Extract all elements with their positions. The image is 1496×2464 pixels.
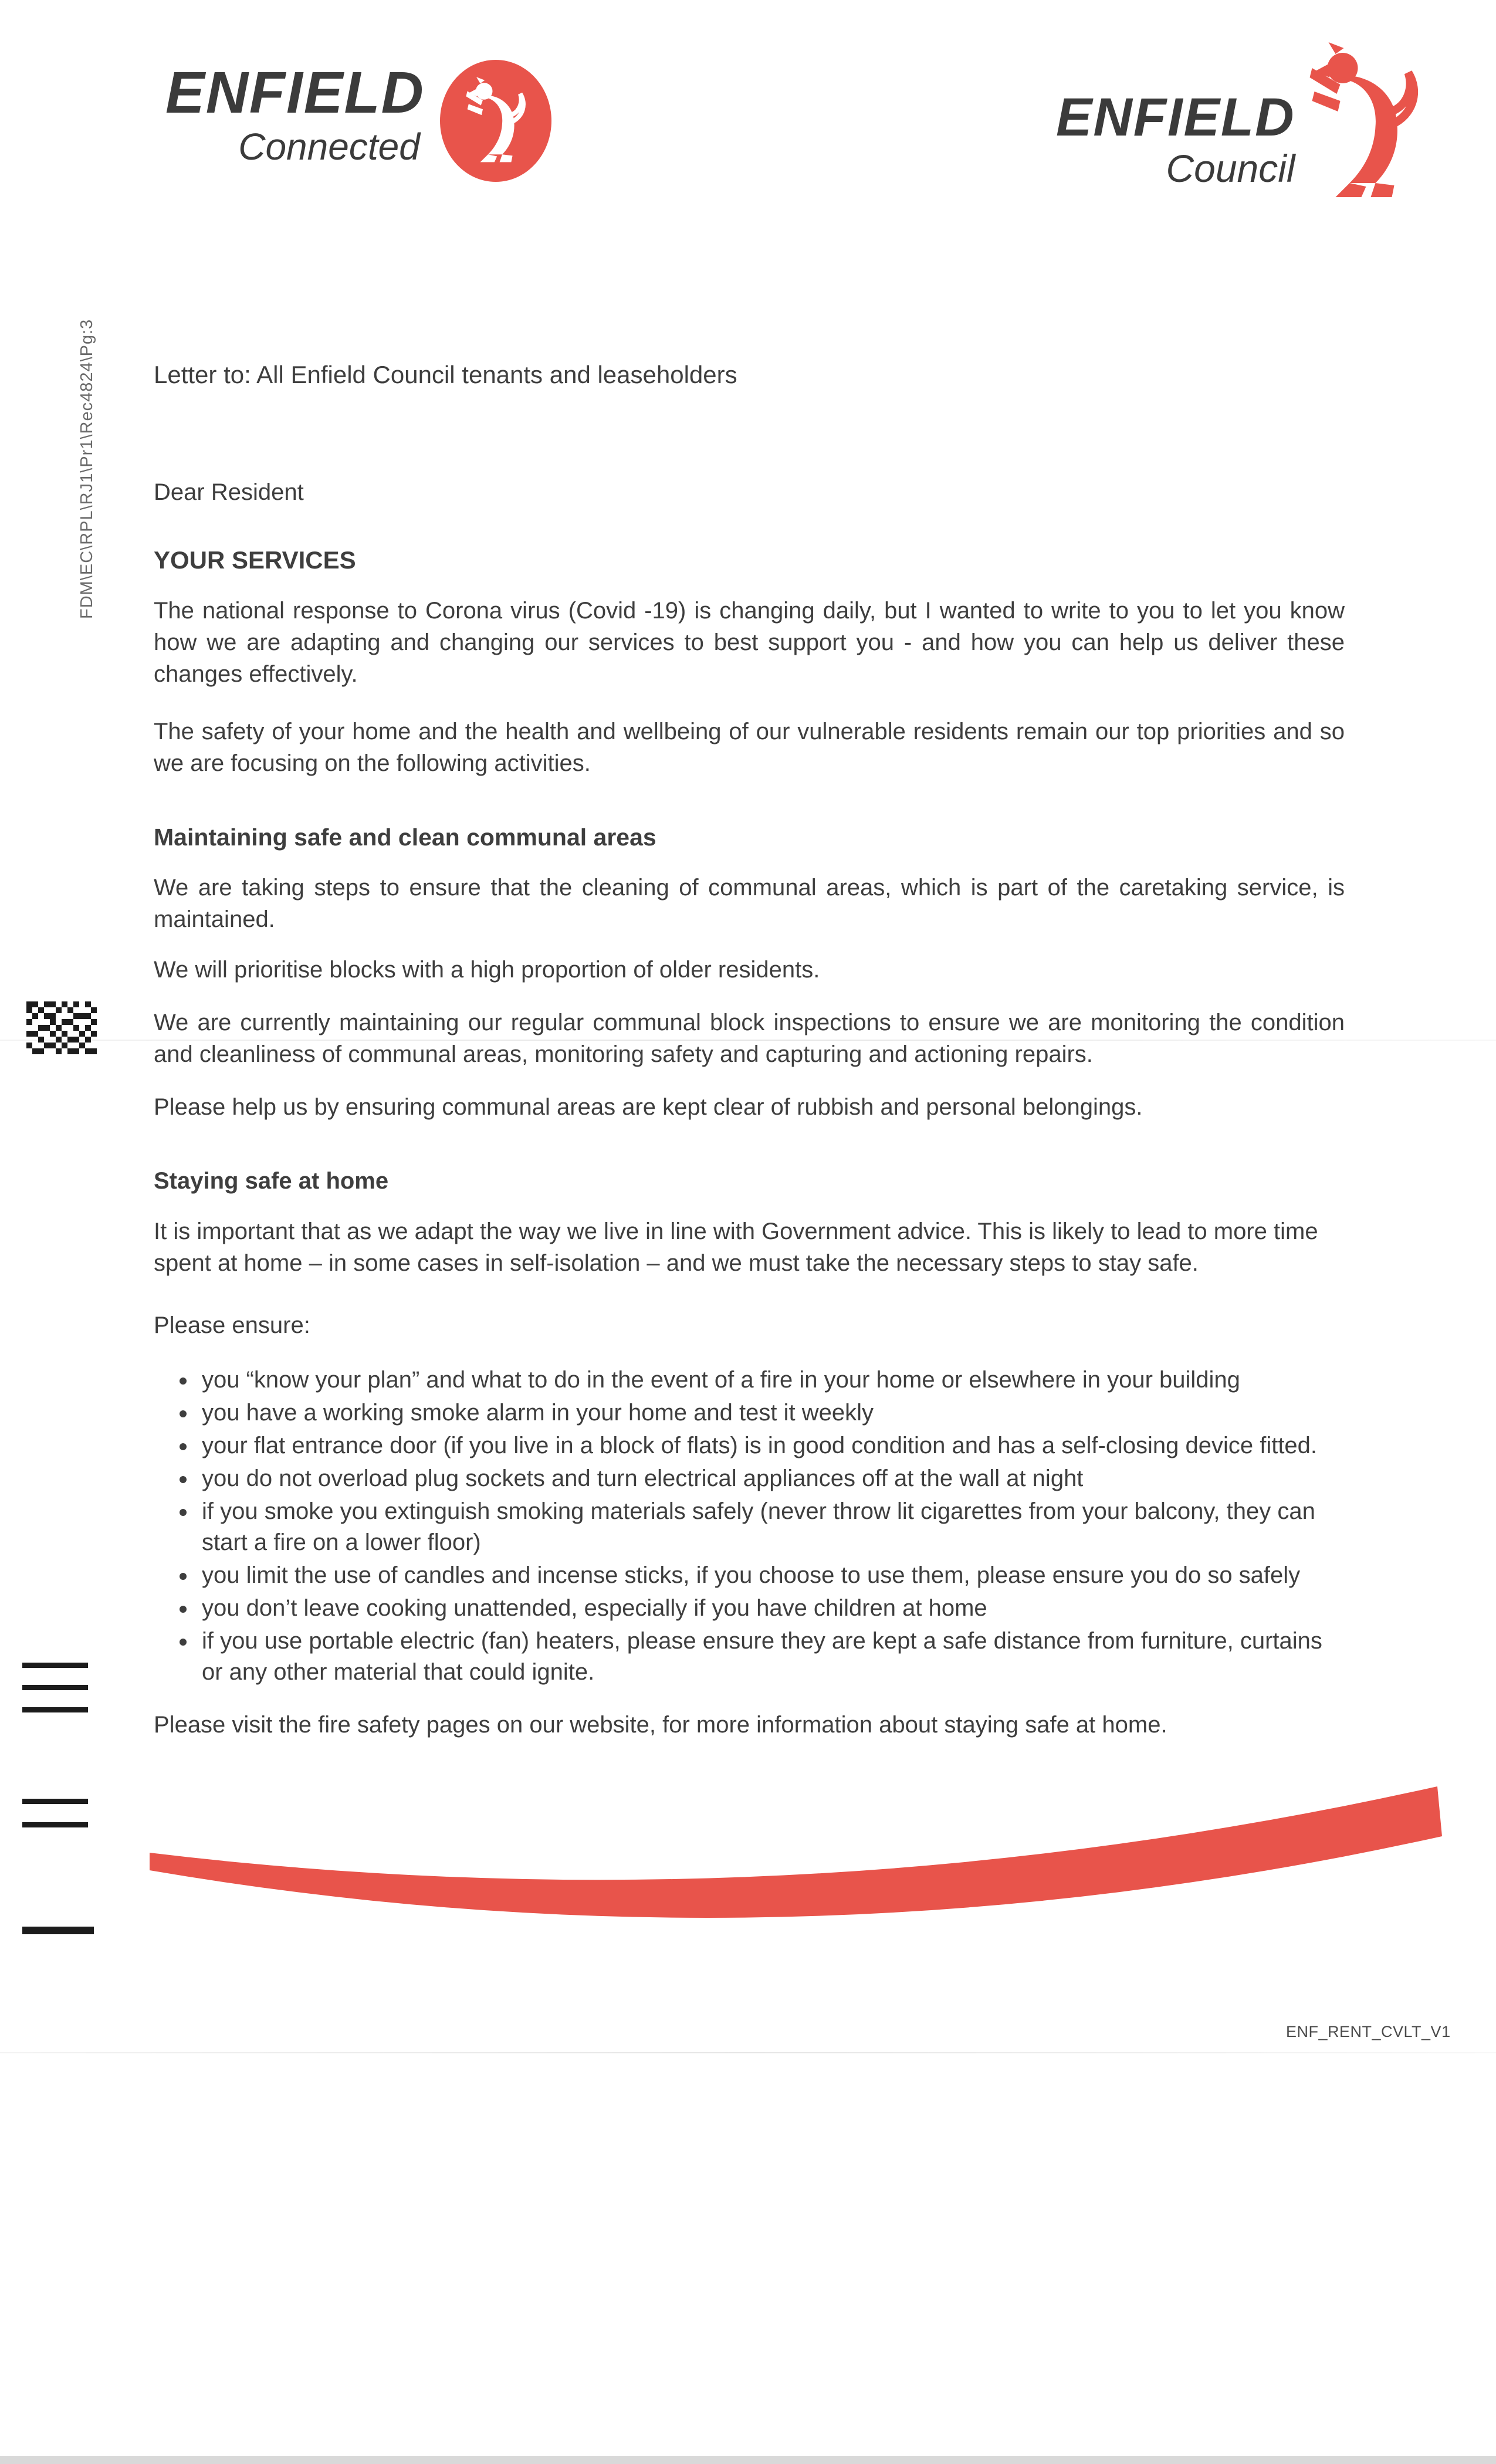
list-item: • you limit the use of candles and incense sticks, if you choose to use them, please ensure you do so safely [197, 1560, 1345, 1591]
document-code: ENF_RENT_CVLT_V1 [1286, 2023, 1451, 2040]
paragraph-communal-2: We will prioritise blocks with a high proportion of older residents. [154, 957, 820, 983]
salutation: Dear Resident [154, 479, 304, 505]
datamatrix-barcode-icon [26, 1001, 97, 1055]
list-item: • if you use portable electric (fan) heaters, please ensure they are kept a safe distance from furniture, curtains or any other material that could ignite. [197, 1626, 1345, 1688]
print-reference-code: FDM\EC\RPL\RJ1\Pr1\Rec4824\Pg:3 [77, 319, 96, 619]
scanner-edge-shadow [0, 2456, 1496, 2464]
enfield-council-subtitle: Council [1166, 147, 1295, 190]
paragraph-communal-3: We are currently maintaining our regular communal block inspections to ensure we are monitoring the condition and cleanliness of communal areas, monitoring safety and capturing and actioning repairs. [154, 1010, 1345, 1067]
enfield-council-wordmark: ENFIELD [1056, 87, 1295, 147]
list-item: • you don’t leave cooking unattended, especially if you have children at home [197, 1593, 1345, 1624]
heading-staying-safe: Staying safe at home [154, 1168, 389, 1194]
registration-mark [22, 1685, 88, 1690]
please-ensure-label: Please ensure: [154, 1312, 310, 1338]
lion-crest-oval-icon [440, 60, 551, 182]
white-lion-rampant-icon [463, 76, 528, 166]
list-item: • if you smoke you extinguish smoking materials safely (never throw lit cigarettes from your balcony, they can start a fire on a lower floor) [197, 1496, 1345, 1558]
paper-fold-line [0, 2052, 1496, 2053]
enfield-council-logo [1056, 56, 1430, 204]
paragraph-staying-safe-intro: It is important that as we adapt the way we live in line with Government advice. This is likely to lead to more time spent at home – in some cases in self-isolation – and we must take the necessary steps to stay safe. [154, 1219, 1318, 1276]
addressee-line: Letter to: All Enfield Council tenants and leaseholders [154, 361, 737, 388]
fire-safety-bullet-list [154, 1365, 1345, 1688]
paragraph-services-1: The national response to Corona virus (Covid -19) is changing daily, but I wanted to write to you to let you know how we are adapting and changing our services to best support you - and how you can help us deliver these changes effectively. [154, 598, 1345, 687]
red-lion-rampant-icon [1298, 40, 1430, 204]
enfield-connected-logo [165, 60, 551, 182]
red-swoosh-decoration [0, 1748, 1496, 2001]
list-item: • you “know your plan” and what to do in the event of a fire in your home or elsewhere in your building [197, 1365, 1345, 1396]
list-item: • you have a working smoke alarm in your home and test it weekly [197, 1397, 1345, 1429]
heading-communal-areas: Maintaining safe and clean communal areas [154, 824, 656, 851]
paragraph-communal-1: We are taking steps to ensure that the cleaning of communal areas, which is part of the caretaking service, is maintained. [154, 875, 1345, 932]
closing-paragraph: Please visit the fire safety pages on our website, for more information about staying safe at home. [154, 1712, 1167, 1738]
list-item: • you do not overload plug sockets and turn electrical appliances off at the wall at night [197, 1463, 1345, 1494]
heading-your-services: YOUR SERVICES [154, 546, 356, 574]
registration-mark [22, 1663, 88, 1668]
enfield-connected-wordmark: ENFIELD [165, 60, 425, 126]
paragraph-communal-4: Please help us by ensuring communal areas are kept clear of rubbish and personal belongings. [154, 1094, 1143, 1120]
registration-mark [22, 1707, 88, 1712]
letter-body [154, 359, 1345, 1741]
enfield-connected-subtitle: Connected [238, 126, 420, 168]
paragraph-services-2: The safety of your home and the health and wellbeing of our vulnerable residents remain our top priorities and so we are focusing on the following activities. [154, 719, 1345, 776]
list-item: • your flat entrance door (if you live in a block of flats) is in good condition and has a self-closing device fitted. [197, 1430, 1345, 1461]
